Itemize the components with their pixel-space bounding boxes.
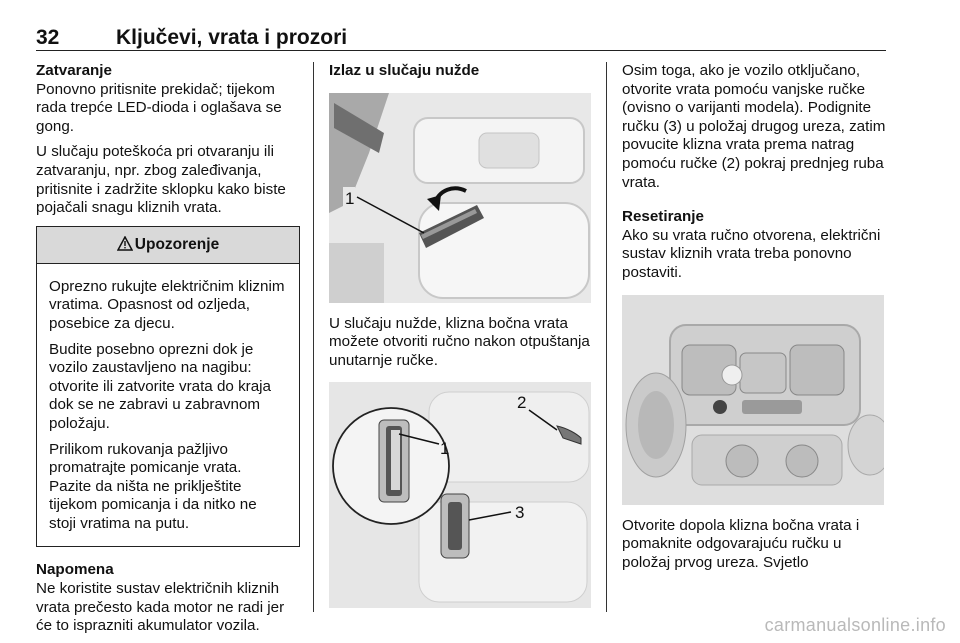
warning-body <box>37 264 299 547</box>
note-heading: Napomena <box>36 561 114 579</box>
page-title: Ključevi, vrata i prozori <box>116 26 348 49</box>
dashboard-figure <box>622 295 884 505</box>
fig2-callout-1: 1 <box>440 439 450 459</box>
column-1 <box>36 62 300 643</box>
note-text: Ne koristite sustav električnih kliznih vrata prečesto kada motor ne radi jer će to isprazniti akumulator vozila. <box>36 580 285 635</box>
column-3 <box>622 62 888 579</box>
page-number: 32 <box>36 26 60 49</box>
reset-heading: Resetiranje <box>622 208 704 226</box>
warning-paragraph-2: Budite posebno oprezni dok je vozilo zaustavljeno na nagibu: otvorite ili zatvorite vrata do kraja dok se ne zabravi u zabravnom položaju. <box>49 340 271 432</box>
warning-header <box>37 227 299 264</box>
warning-triangle-icon <box>117 236 133 251</box>
watermark: carmanualsonline.info <box>764 615 946 635</box>
fig2-callout-3: 3 <box>515 503 525 523</box>
reset-paragraph: Ako su vrata ručno otvorena, električni sustav kliznih vrata treba ponovno postaviti. <box>622 226 881 281</box>
column-divider-2 <box>606 62 607 612</box>
warning-paragraph-3: Prilikom rukovanja pažljivo promatrajte pomicanje vrata. Pazite da ništa ne priklještite tijekom pomicanja i da nitko ne stoji vratima na putu. <box>49 440 257 532</box>
warning-title: Upozorenje <box>134 235 220 253</box>
closing-paragraph-2: U slučaju poteškoća pri otvaranju ili zatvaranju, npr. zbog zaleđivanja, pritisnite i zadržite sklopku kako biste pojačali snagu kliznih vrata. <box>36 143 286 217</box>
fig2-callout-2: 2 <box>517 393 527 413</box>
emergency-release-figure <box>329 93 591 303</box>
emergency-heading: Izlaz u slučaju nužde <box>329 62 480 79</box>
door-handles-figure <box>329 382 591 608</box>
page-header <box>36 14 886 51</box>
column-2 <box>329 62 591 608</box>
emergency-paragraph: U slučaju nužde, klizna bočna vrata možete otvoriti ručno nakon otpuštanja unutarnje ručke. <box>329 314 590 369</box>
outer-handle-paragraph: Osim toga, ako je vozilo otključano, otvorite vrata pomoću vanjske ručke (ovisno o varijanti modela). Podignite ručku (3) u položaj drugog ureza, zatim povucite klizna vrata prema natrag pomoću ručke (2) pokraj prednjeg ruba vrata. <box>622 62 886 191</box>
closing-paragraph-1: Ponovno pritisnite prekidač; tijekom rada trepće LED-dioda i oglašava se gong. <box>36 80 282 135</box>
fig1-callout-1: 1 <box>345 188 355 208</box>
warning-box <box>36 226 300 548</box>
column-divider-1 <box>313 62 314 612</box>
closing-heading: Zatvaranje <box>36 62 112 79</box>
final-paragraph: Otvorite dopola klizna bočna vrata i pomaknite odgovarajuću ručku u položaj prvog ureza. Svjetlo <box>622 516 860 571</box>
warning-paragraph-1: Oprezno rukujte električnim kliznim vratima. Opasnost od ozljeda, posebice za djecu. <box>49 277 285 332</box>
